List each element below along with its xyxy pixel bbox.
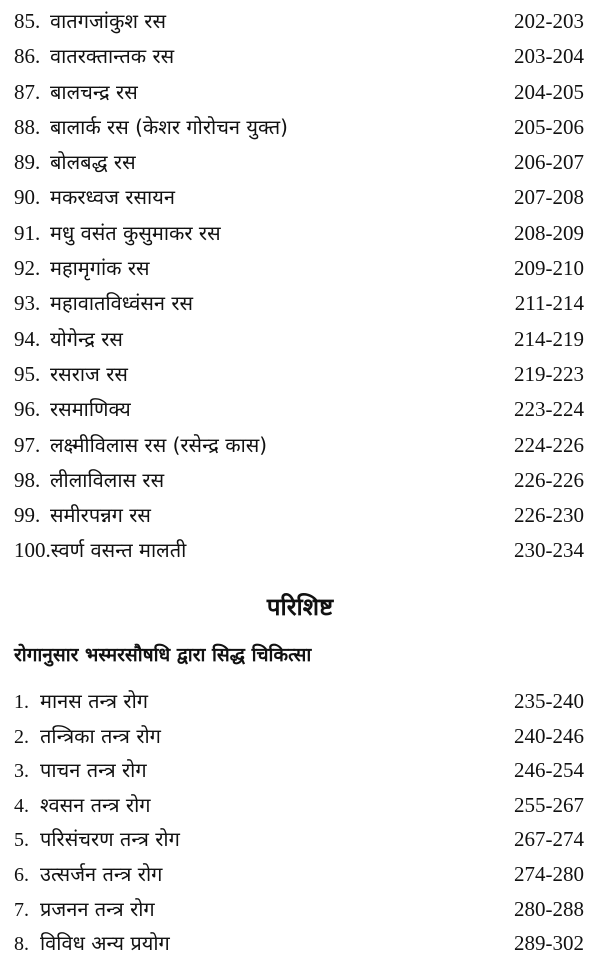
entry-number: 93. — [14, 291, 41, 316]
entry-pages: 203-204 — [514, 44, 584, 69]
entry-number: 91. — [14, 220, 41, 245]
list-item — [14, 110, 594, 145]
entry-number: 96. — [14, 397, 41, 422]
entry-pages: 230-234 — [514, 538, 584, 563]
entry-pages: 280-288 — [514, 896, 584, 921]
entry-number: 3. — [14, 760, 29, 783]
entry-title: पाचन तन्त्र रोग — [40, 758, 147, 783]
list-item — [14, 684, 594, 719]
list-item — [14, 857, 594, 892]
entry-number: 8. — [14, 933, 29, 956]
list-item — [14, 753, 594, 788]
entry-title: योगेन्द्र रस — [50, 326, 123, 351]
entry-pages: 219-223 — [514, 361, 584, 386]
list-item — [14, 498, 594, 533]
entry-title: श्वसन तन्त्र रोग — [40, 792, 151, 817]
entry-pages: 246-254 — [514, 758, 584, 783]
list-item — [14, 463, 594, 498]
entry-pages: 202-203 — [514, 9, 584, 33]
entry-title: तन्त्रिका तन्त्र रोग — [40, 723, 161, 748]
entry-number: 100. — [14, 538, 51, 563]
list-item — [14, 892, 594, 927]
entry-number: 4. — [14, 794, 29, 817]
list-item — [14, 788, 594, 823]
list-item — [14, 251, 594, 286]
entry-pages: 226-226 — [514, 467, 584, 492]
entry-title: उत्सर्जन तन्त्र रोग — [40, 861, 163, 886]
entry-pages: 223-224 — [514, 397, 584, 422]
list-item — [14, 216, 594, 251]
entry-title: स्वर्ण वसन्त मालती — [50, 538, 187, 563]
entry-title: मधु वसंत कुसुमाकर रस — [50, 220, 221, 245]
appendix-heading: परिशिष्ट — [266, 593, 334, 621]
list-item — [14, 719, 594, 754]
list-item — [14, 357, 594, 392]
entry-title: विविध अन्य प्रयोग — [40, 931, 170, 956]
entry-number: 90. — [14, 185, 41, 210]
entry-title: बालार्क रस (केशर गोरोचन युक्त) — [50, 114, 288, 139]
entry-title: महावातविध्वंसन रस — [50, 291, 194, 316]
entry-number: 86. — [14, 44, 41, 69]
entry-number: 1. — [14, 691, 29, 713]
entry-pages: 224-226 — [514, 432, 584, 457]
entry-number: 2. — [14, 725, 29, 748]
entry-pages: 211-214 — [514, 291, 584, 316]
list-item — [14, 286, 594, 321]
entry-title: वातरक्तान्तक रस — [50, 44, 175, 69]
appendix-subheading: रोगानुसार भस्मरसौषधि द्वारा सिद्ध चिकित्सा — [14, 644, 312, 666]
contents-list — [14, 4, 594, 569]
entry-number: 85. — [14, 9, 41, 33]
entry-pages: 205-206 — [514, 114, 584, 139]
entry-title: लीलाविलास रस — [50, 467, 165, 492]
entry-title: बोलबद्ध रस — [50, 150, 136, 175]
entry-pages: 240-246 — [514, 723, 584, 748]
list-item — [14, 75, 594, 110]
list-item — [14, 322, 594, 357]
entry-title: लक्ष्मीविलास रस (रसेन्द्र कास) — [50, 432, 268, 457]
entry-pages: 267-274 — [514, 827, 584, 852]
entry-title: मकरध्वज रसायन — [50, 185, 175, 210]
entry-title: समीरपन्नग रस — [50, 503, 151, 528]
entry-title: प्रजनन तन्त्र रोग — [40, 896, 155, 921]
list-item — [14, 39, 594, 74]
entry-title: बालचन्द्र रस — [50, 79, 138, 104]
entry-title: परिसंचरण तन्त्र रोग — [40, 827, 180, 852]
entry-pages: 235-240 — [514, 689, 584, 713]
entry-number: 5. — [14, 829, 29, 852]
entry-pages: 208-209 — [514, 220, 584, 245]
entry-number: 99. — [14, 503, 41, 528]
entry-number: 97. — [14, 432, 41, 457]
entry-title: मानस तन्त्र रोग — [40, 689, 149, 713]
entry-pages: 207-208 — [514, 185, 584, 210]
entry-number: 94. — [14, 326, 41, 351]
list-item — [14, 145, 594, 180]
list-item — [14, 533, 594, 568]
entry-number: 87. — [14, 79, 41, 104]
appendix-list — [14, 684, 594, 961]
entry-number: 95. — [14, 361, 41, 386]
list-item — [14, 4, 594, 39]
list-item — [14, 428, 594, 463]
entry-pages: 274-280 — [514, 861, 584, 886]
entry-title: रसराज रस — [50, 361, 128, 386]
entry-number: 98. — [14, 467, 41, 492]
entry-title: वातगजांकुश रस — [50, 9, 166, 33]
entry-number: 7. — [14, 898, 29, 921]
entry-pages: 289-302 — [514, 931, 584, 956]
entry-number: 92. — [14, 256, 41, 281]
list-item — [14, 180, 594, 215]
entry-title: रसमाणिक्य — [50, 397, 131, 422]
list-item — [14, 392, 594, 427]
list-item — [14, 822, 594, 857]
entry-pages: 209-210 — [514, 256, 584, 281]
list-item — [14, 926, 594, 961]
entry-number: 89. — [14, 150, 41, 175]
entry-title: महामृगांक रस — [50, 256, 150, 281]
entry-number: 88. — [14, 114, 41, 139]
entry-pages: 226-230 — [514, 503, 584, 528]
entry-pages: 255-267 — [514, 792, 584, 817]
entry-pages: 214-219 — [514, 326, 584, 351]
entry-number: 6. — [14, 863, 29, 886]
entry-pages: 206-207 — [514, 150, 584, 175]
entry-pages: 204-205 — [514, 79, 584, 104]
